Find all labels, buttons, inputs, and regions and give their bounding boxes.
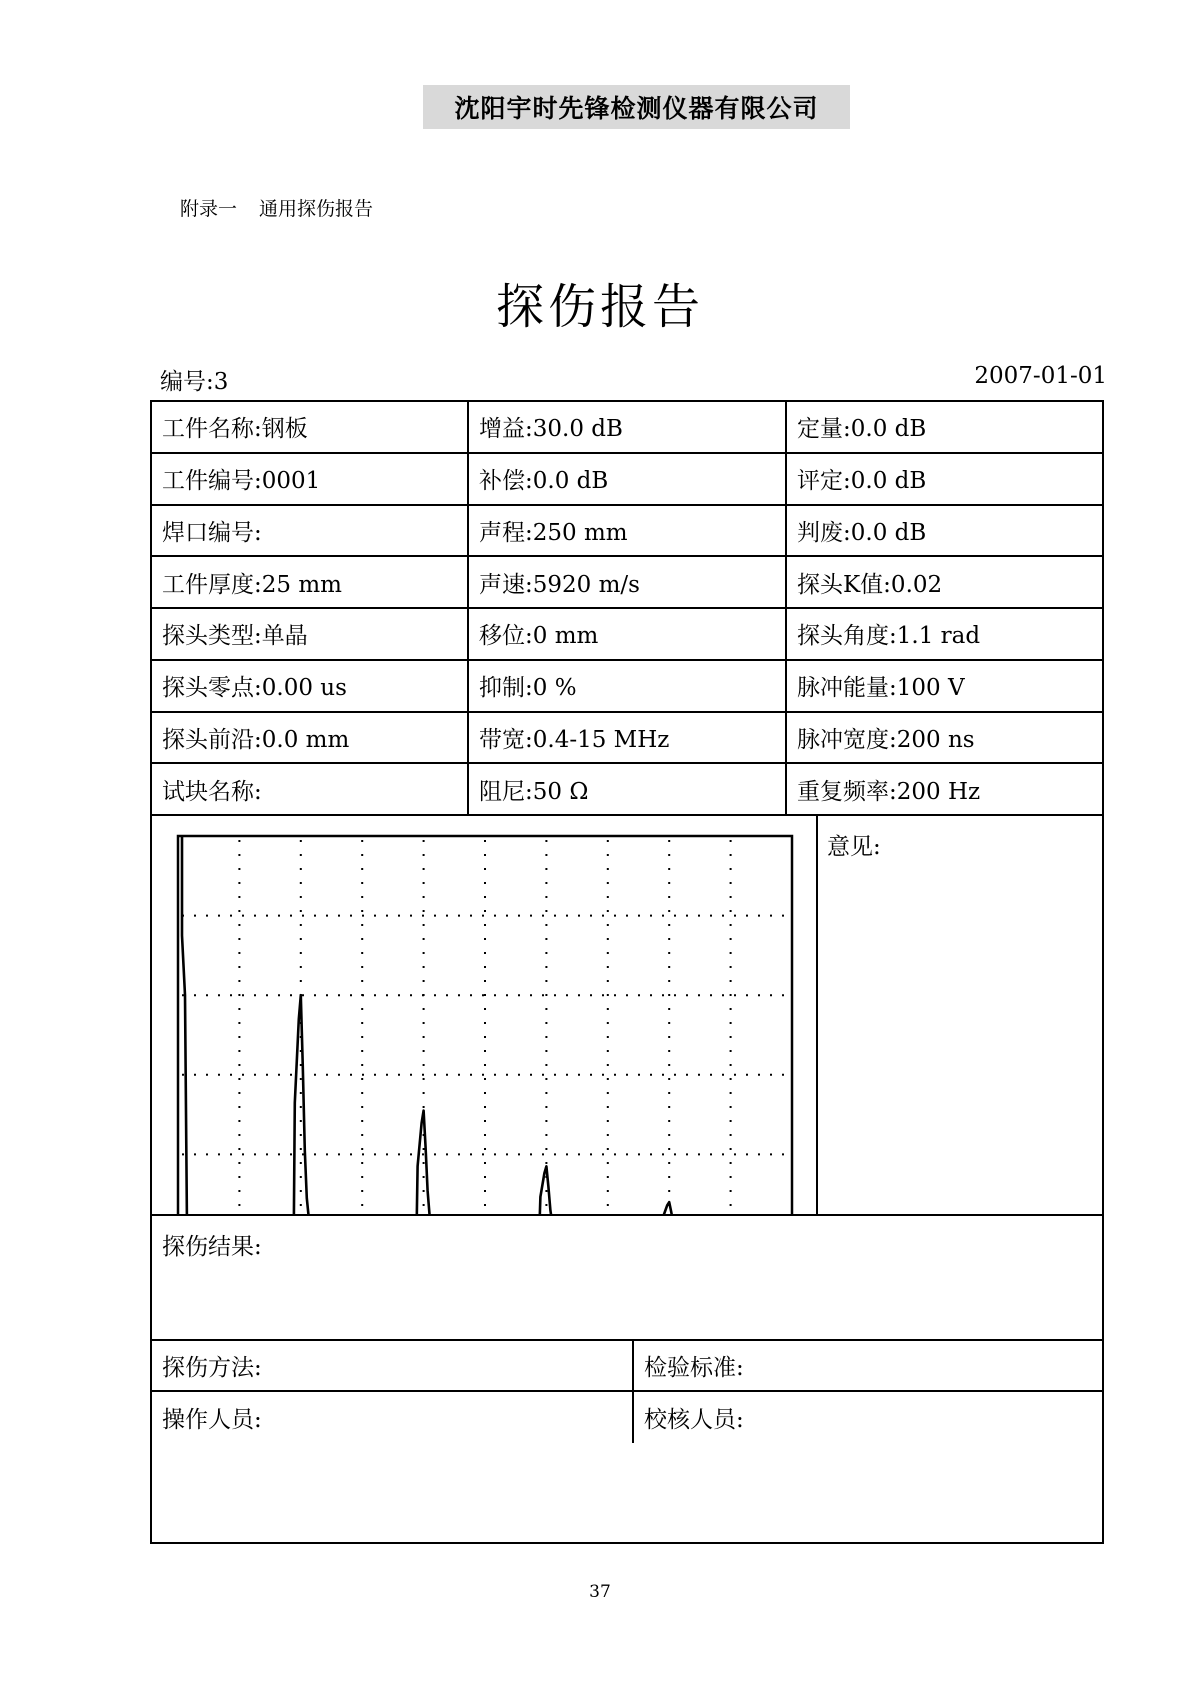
param-cell: 脉冲宽度:200 ns (797, 726, 975, 753)
param-cell: 探头K值:0.02 (797, 571, 943, 598)
waveform-divider (816, 816, 818, 1214)
plot-frame (178, 836, 792, 1214)
param-cell: 工件厚度:25 mm (152, 557, 469, 607)
param-cell: 抑制:0 % (469, 661, 787, 711)
param-cell: 阻尼:50 Ω (469, 764, 787, 814)
report-title: 探伤报告 (495, 279, 704, 335)
result-label: 探伤结果: (162, 1234, 262, 1260)
param-cell: 评定:0.0 dB (797, 468, 927, 495)
param-cell: 声程:250 mm (469, 506, 787, 556)
param-cell: 工件编号:0001 (152, 454, 469, 504)
param-row (152, 713, 1102, 765)
param-row (152, 402, 1102, 454)
report-table (150, 400, 1104, 1544)
method-cell: 探伤方法: (152, 1341, 634, 1390)
waveform-section (152, 816, 1102, 1216)
waveform-trace (182, 836, 788, 1214)
param-cell: 重复频率:200 Hz (797, 778, 981, 805)
param-cell: 试块名称: (152, 764, 469, 814)
grid (182, 840, 788, 1214)
appendix-label: 附录一 (180, 198, 238, 220)
report-date: 2007-01-01 (974, 363, 1107, 389)
param-cell: 补偿:0.0 dB (469, 454, 787, 504)
param-cell: 增益:30.0 dB (469, 402, 787, 452)
param-row (152, 557, 1102, 609)
result-section (152, 1216, 1102, 1341)
param-row (152, 764, 1102, 816)
param-cell: 声速:5920 m/s (469, 557, 787, 607)
param-row (152, 609, 1102, 661)
company-header (423, 85, 850, 129)
checker-cell: 校核人员: (644, 1407, 744, 1433)
report-number: 编号:3 (160, 369, 229, 395)
operator-cell: 操作人员: (152, 1392, 634, 1443)
param-row (152, 661, 1102, 713)
param-cell: 探头零点:0.00 us (152, 661, 469, 711)
company-name: 沈阳宇时先锋检测仪器有限公司 (454, 94, 819, 123)
param-cell: 工件名称:钢板 (152, 402, 469, 452)
param-cell: 探头类型:单晶 (152, 609, 469, 659)
param-cell: 判废:0.0 dB (797, 519, 927, 546)
page-number: 37 (589, 1582, 611, 1602)
footer-row-1 (152, 1341, 1102, 1392)
a-scan-chart (152, 816, 816, 1214)
standard-cell: 检验标准: (644, 1355, 744, 1381)
param-cell: 脉冲能量:100 V (797, 675, 965, 702)
param-cell: 焊口编号: (152, 506, 469, 556)
appendix-title: 通用探伤报告 (259, 198, 374, 220)
appendix-heading (180, 194, 373, 221)
param-row (152, 454, 1102, 506)
param-row (152, 506, 1102, 558)
param-cell: 探头角度:1.1 rad (797, 623, 981, 650)
param-cell: 探头前沿:0.0 mm (152, 713, 469, 763)
opinion-label: 意见: (827, 834, 881, 860)
footer-row-2 (152, 1392, 1102, 1542)
param-cell: 带宽:0.4-15 MHz (469, 713, 787, 763)
param-cell: 移位:0 mm (469, 609, 787, 659)
param-cell: 定量:0.0 dB (797, 416, 927, 443)
